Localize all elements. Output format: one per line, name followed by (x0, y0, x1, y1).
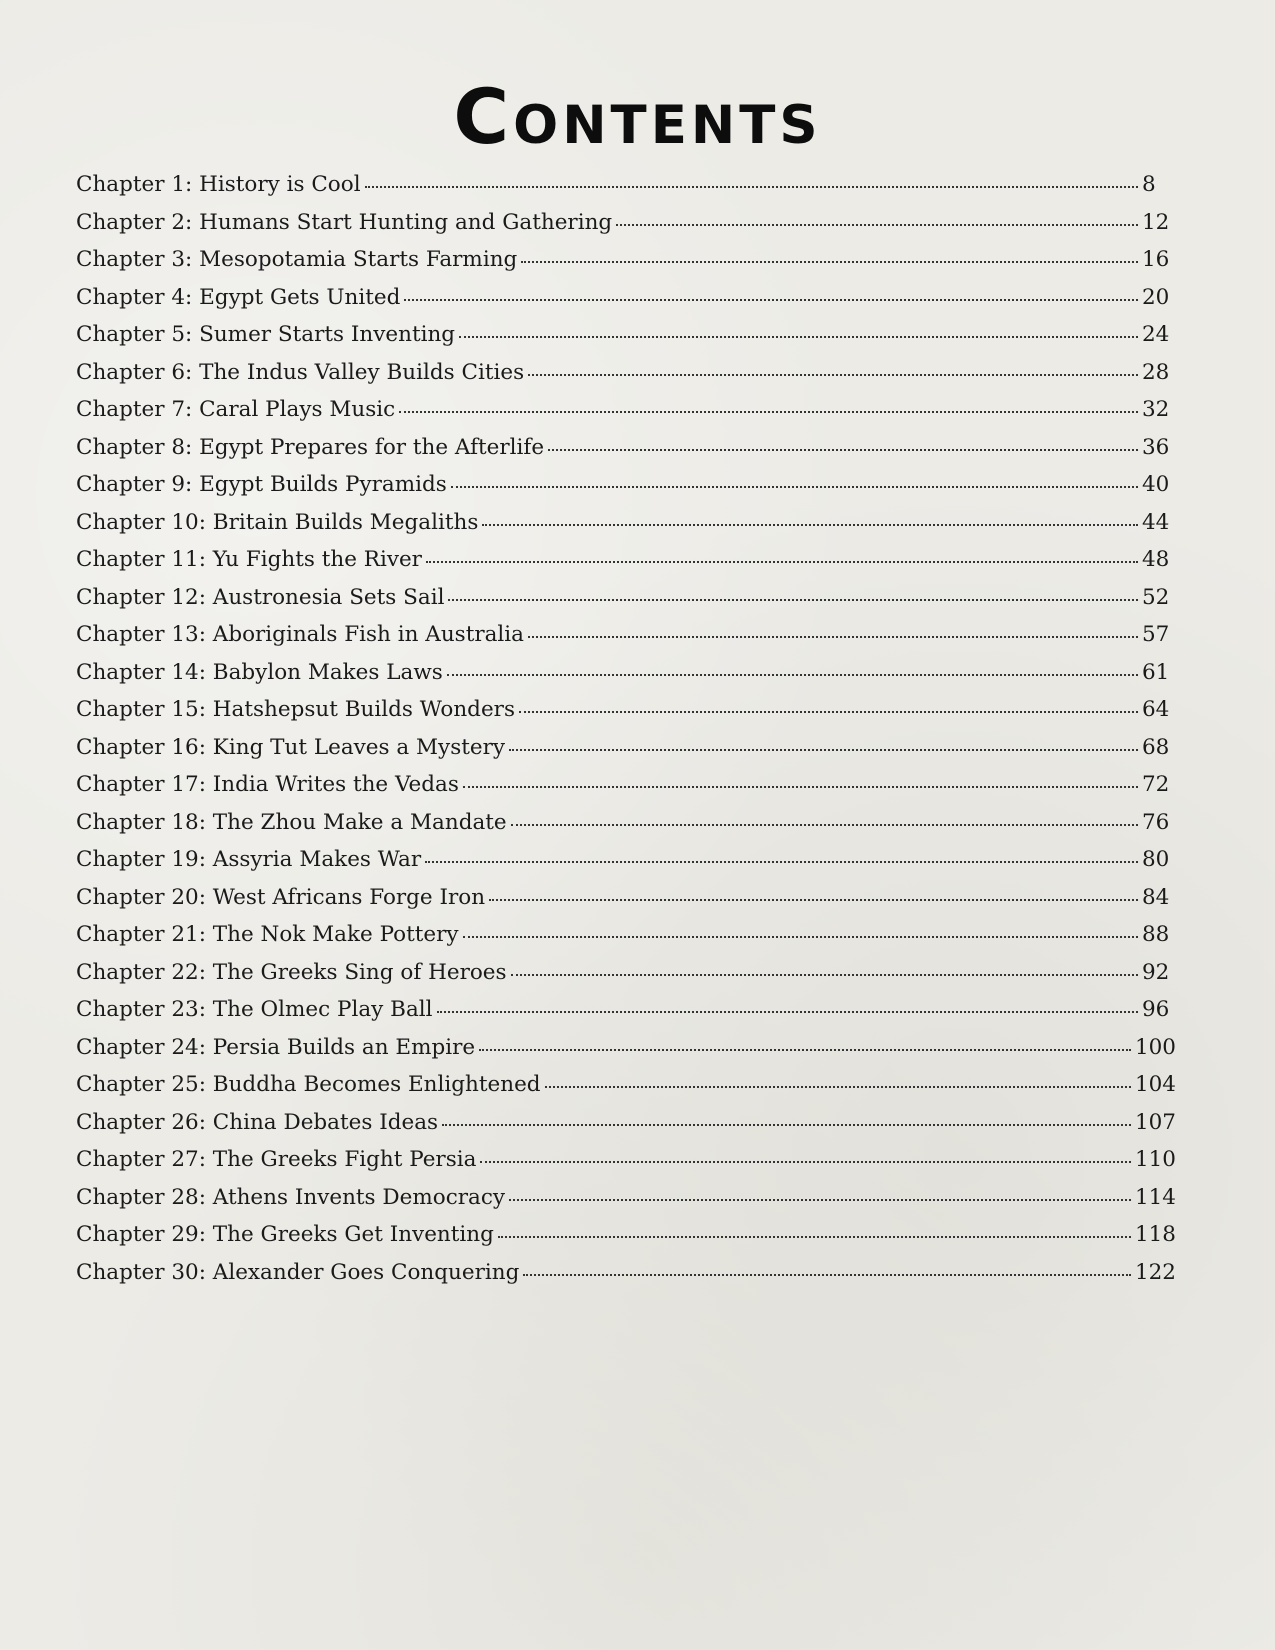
toc-entry-label: Chapter 23: The Olmec Play Ball (76, 997, 433, 1022)
toc-entry[interactable] (76, 991, 1176, 1029)
dot-leader (545, 1086, 1131, 1088)
toc-entry-label: Chapter 4: Egypt Gets United (76, 284, 401, 310)
toc-entry-page-number: 44 (1142, 509, 1170, 535)
toc-entry[interactable] (76, 654, 1176, 692)
dot-leader (447, 674, 1138, 676)
toc-entry-page-number: 48 (1142, 547, 1170, 572)
toc-entry[interactable] (76, 466, 1176, 504)
toc-entry[interactable] (76, 879, 1176, 917)
toc-entry[interactable] (76, 316, 1176, 354)
dot-leader (511, 824, 1138, 826)
toc-entry[interactable] (76, 541, 1176, 579)
toc-entry-page-number: 114 (1134, 1184, 1176, 1210)
toc-entry[interactable] (76, 1066, 1176, 1104)
toc-entry-page-number: 8 (1142, 172, 1156, 197)
toc-entry[interactable] (76, 279, 1176, 317)
toc-entry-label: Chapter 10: Britain Builds Megaliths (76, 509, 479, 535)
toc-entry[interactable] (76, 579, 1176, 617)
dot-leader (448, 599, 1138, 601)
dot-leader (437, 1011, 1138, 1013)
dot-leader (442, 1124, 1131, 1126)
toc-entry[interactable] (76, 1254, 1176, 1292)
toc-entry[interactable] (76, 241, 1176, 279)
toc-entry-page-number: 92 (1142, 959, 1170, 985)
toc-entry-label: Chapter 29: The Greeks Get Inventing (76, 1222, 494, 1247)
dot-leader (528, 374, 1138, 376)
toc-entry-page-number: 57 (1142, 622, 1170, 647)
toc-entry-label: Chapter 16: King Tut Leaves a Mystery (76, 734, 506, 760)
toc-entry-page-number: 100 (1134, 1034, 1176, 1060)
toc-entry-label: Chapter 26: China Debates Ideas (76, 1109, 439, 1135)
dot-leader (479, 1049, 1131, 1051)
toc-entry-page-number: 80 (1142, 847, 1170, 872)
toc-entry-page-number: 76 (1142, 809, 1170, 835)
dot-leader (498, 1236, 1131, 1238)
dot-leader (480, 1161, 1131, 1163)
toc-entry[interactable] (76, 954, 1176, 992)
toc-entry-page-number: 68 (1142, 734, 1170, 760)
toc-entry-page-number: 107 (1134, 1109, 1176, 1135)
dot-leader (489, 899, 1138, 901)
toc-entry-label: Chapter 9: Egypt Builds Pyramids (76, 472, 447, 497)
toc-entry[interactable] (76, 204, 1176, 242)
dot-leader (463, 936, 1138, 938)
dot-leader (519, 711, 1138, 713)
toc-entry-page-number: 40 (1142, 472, 1170, 497)
toc-entry[interactable] (76, 616, 1176, 654)
toc-entry-label: Chapter 15: Hatshepsut Builds Wonders (76, 697, 515, 722)
toc-entry[interactable] (76, 429, 1176, 467)
toc-entry[interactable] (76, 391, 1176, 429)
toc-entry[interactable] (76, 804, 1176, 842)
dot-leader (509, 749, 1138, 751)
toc-entry-page-number: 122 (1134, 1259, 1176, 1285)
toc-entry[interactable] (76, 1141, 1176, 1179)
toc-entry[interactable] (76, 691, 1176, 729)
toc-entry-label: Chapter 24: Persia Builds an Empire (76, 1034, 476, 1060)
dot-leader (399, 411, 1138, 413)
dot-leader (463, 786, 1138, 788)
toc-entry-label: Chapter 5: Sumer Starts Inventing (76, 322, 456, 347)
dot-leader (528, 636, 1138, 638)
toc-entry-label: Chapter 17: India Writes the Vedas (76, 772, 459, 797)
dot-leader (616, 224, 1138, 226)
toc-entry-page-number: 20 (1142, 284, 1170, 310)
toc-entry-label: Chapter 2: Humans Start Hunting and Gathering (76, 209, 613, 235)
toc-entry[interactable] (76, 1179, 1176, 1217)
dot-leader (509, 1199, 1131, 1201)
toc-entry-label: Chapter 14: Babylon Makes Laws (76, 659, 443, 685)
toc-entry-page-number: 24 (1142, 322, 1170, 347)
dot-leader (404, 299, 1138, 301)
toc-entry-page-number: 16 (1142, 247, 1170, 272)
toc-entry-label: Chapter 19: Assyria Makes War (76, 847, 422, 872)
toc-entry-page-number: 84 (1142, 884, 1170, 910)
toc-entry[interactable] (76, 729, 1176, 767)
toc-entry[interactable] (76, 1029, 1176, 1067)
dot-leader (523, 1274, 1131, 1276)
table-of-contents (76, 166, 1176, 1291)
toc-entry-label: Chapter 27: The Greeks Fight Persia (76, 1147, 477, 1172)
toc-entry-label: Chapter 20: West Africans Forge Iron (76, 884, 486, 910)
dot-leader (451, 486, 1138, 488)
toc-entry-page-number: 28 (1142, 359, 1170, 385)
toc-entry-page-number: 96 (1142, 997, 1170, 1022)
toc-entry-label: Chapter 21: The Nok Make Pottery (76, 922, 459, 947)
dot-leader (548, 449, 1138, 451)
toc-entry-page-number: 88 (1142, 922, 1170, 947)
toc-entry[interactable] (76, 166, 1176, 204)
toc-entry-label: Chapter 30: Alexander Goes Conquering (76, 1259, 520, 1285)
toc-entry-label: Chapter 3: Mesopotamia Starts Farming (76, 247, 518, 272)
page-title: Contents (453, 72, 822, 161)
dot-leader (521, 261, 1138, 263)
toc-entry-label: Chapter 28: Athens Invents Democracy (76, 1184, 506, 1210)
toc-entry[interactable] (76, 841, 1176, 879)
dot-leader (511, 974, 1138, 976)
toc-entry-label: Chapter 18: The Zhou Make a Mandate (76, 809, 507, 835)
dot-leader (365, 186, 1138, 188)
toc-entry-label: Chapter 8: Egypt Prepares for the Afterlife (76, 434, 545, 460)
toc-entry[interactable] (76, 766, 1176, 804)
toc-entry-label: Chapter 7: Caral Plays Music (76, 397, 396, 422)
toc-entry-label: Chapter 11: Yu Fights the River (76, 547, 422, 572)
toc-entry-label: Chapter 6: The Indus Valley Builds Cities (76, 359, 525, 385)
toc-entry-page-number: 32 (1142, 397, 1170, 422)
toc-entry[interactable] (76, 354, 1176, 392)
toc-entry[interactable] (76, 1216, 1176, 1254)
toc-entry-page-number: 52 (1142, 584, 1170, 610)
toc-entry-label: Chapter 13: Aboriginals Fish in Australia (76, 622, 525, 647)
dot-leader (459, 336, 1138, 338)
toc-entry-page-number: 110 (1134, 1147, 1176, 1172)
toc-entry-page-number: 118 (1134, 1222, 1176, 1247)
toc-entry-label: Chapter 25: Buddha Becomes Enlightened (76, 1072, 541, 1097)
toc-entry-page-number: 36 (1142, 434, 1170, 460)
toc-entry-page-number: 12 (1142, 209, 1170, 235)
toc-entry-page-number: 72 (1142, 772, 1170, 797)
toc-entry-page-number: 104 (1134, 1072, 1176, 1097)
toc-entry-label: Chapter 12: Austronesia Sets Sail (76, 584, 445, 610)
dot-leader (426, 561, 1138, 563)
toc-entry-label: Chapter 22: The Greeks Sing of Heroes (76, 959, 507, 985)
toc-entry[interactable] (76, 504, 1176, 542)
toc-entry-label: Chapter 1: History is Cool (76, 172, 361, 197)
dot-leader (482, 524, 1138, 526)
toc-entry-page-number: 64 (1142, 697, 1170, 722)
dot-leader (425, 861, 1138, 863)
toc-entry-page-number: 61 (1142, 659, 1170, 685)
toc-entry[interactable] (76, 916, 1176, 954)
toc-entry[interactable] (76, 1104, 1176, 1142)
